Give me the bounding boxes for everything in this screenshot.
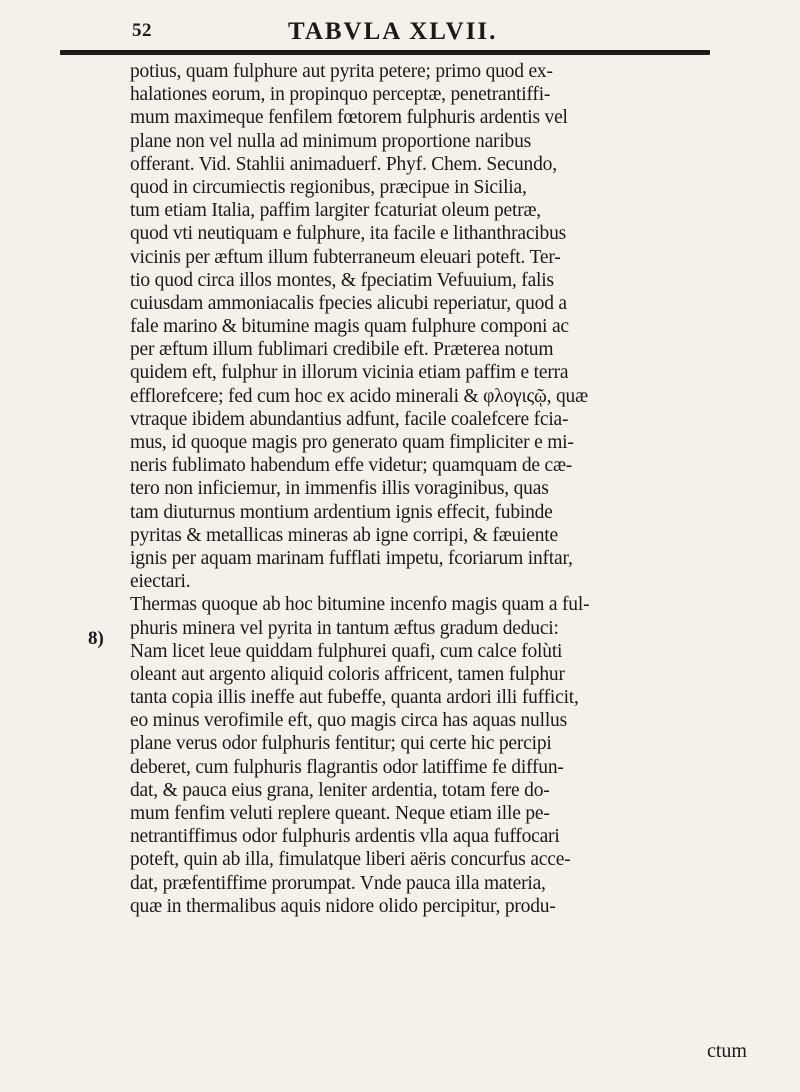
text-line: Thermas quoque ab hoc bitumine incenfo magis quam a ful- — [130, 594, 590, 616]
text-line: mus, id quoque magis pro generato quam fimpliciter e mi- — [130, 432, 574, 453]
paragraph-marker: 8) — [88, 628, 104, 649]
text-line: quod vti neutiquam e fulphure, ita facile e lithanthracibus — [130, 223, 567, 245]
text-line: ignis per aquam marinam fufflati impetu, fcoriarum inftar, — [130, 547, 573, 569]
text-line: oleant aut argento aliquid coloris affricent, tamen fulphur — [130, 663, 565, 685]
text-line: phuris minera vel pyrita in tantum æftus gradum deduci: — [130, 617, 559, 639]
text-line: vicinis per æftum illum fubterraneum eleuari poteft. Ter- — [130, 246, 561, 268]
text-line: halationes eorum, in propinquo perceptæ, penetrantiffi- — [130, 84, 551, 106]
text-line: neris fublimato habendum effe videtur; quamquam de cæ- — [130, 455, 573, 477]
paragraph-second — [130, 593, 750, 918]
text-line: dat, & pauca eius grana, leniter ardentia, totam fere do- — [130, 779, 550, 801]
text-line: pyritas & metallicas mineras ab igne corripi, & fæuiente — [130, 524, 558, 546]
text-line: efflorefcere; fed cum hoc ex acido minerali & φλογιςῷ, quæ — [130, 385, 588, 407]
text-line: per æftum illum fublimari credibile eft. Præterea notum — [130, 339, 554, 361]
text-line: offerant. Vid. Stahlii animaduerf. Phyf. Chem. Secundo, — [130, 153, 557, 175]
text-line: tam diuturnus montium ardentium ignis effecit, fubinde — [130, 501, 553, 523]
header-rule — [60, 50, 710, 55]
text-line: netrantiffimus odor fulphuris ardentis vlla aqua fuffocari — [130, 826, 560, 848]
text-line: potius, quam fulphure aut pyrita petere; primo quod ex- — [130, 61, 553, 82]
text-line: Nam licet leue quiddam fulphurei quafi, cum calce folùti — [130, 640, 563, 662]
text-line: eiectari. — [130, 571, 191, 593]
catchword: ctum — [707, 1040, 747, 1062]
text-line: mum fenfim veluti replere queant. Neque etiam ille pe- — [130, 803, 550, 824]
page-number: 52 — [132, 20, 152, 41]
running-head: TABVLA XLVII. — [288, 18, 498, 45]
text-line: mum maximeque fenfilem fœtorem fulphuris ardentis vel — [130, 107, 568, 129]
paragraph-first — [130, 60, 750, 593]
text-line: tum etiam Italia, paffim largiter fcaturiat oleum petræ, — [130, 200, 541, 222]
text-line: quod in circumiectis regionibus, præcipue in Sicilia, — [130, 176, 527, 198]
body-text — [130, 60, 750, 918]
text-line: plane verus odor fulphuris fentitur; qui certe hic percipi — [130, 733, 552, 755]
page-header — [50, 14, 750, 54]
text-line: vtraque ibidem abundantius adfunt, facile coalefcere fcia- — [130, 408, 569, 430]
text-line: plane non vel nulla ad minimum proportione naribus — [130, 130, 532, 152]
text-line: cuiusdam ammoniacalis fpecies alicubi reperiatur, quod a — [130, 292, 567, 314]
text-line: eo minus verofimile eft, quo magis circa has aquas nullus — [130, 710, 567, 732]
text-line: dat, præfentiffime prorumpat. Vnde pauca illa materia, — [130, 872, 546, 894]
text-line: fale marino & bitumine magis quam fulphure componi ac — [130, 316, 569, 338]
text-line: tanta copia illis ineffe aut fubeffe, quanta ardori illi fufficit, — [130, 687, 579, 709]
text-line: tero non inficiemur, in immenfis illis voraginibus, quas — [130, 478, 549, 500]
text-line: tio quod circa illos montes, & fpeciatim Vefuuium, falis — [130, 269, 554, 291]
text-line: poteft, quin ab illa, fimulatque liberi aëris concurfus acce- — [130, 849, 571, 871]
text-line: deberet, cum fulphuris flagrantis odor latiffime fe diffun- — [130, 756, 564, 778]
text-line: quæ in thermalibus aquis nidore olido percipitur, produ- — [130, 895, 556, 917]
text-line: quidem eft, fulphur in illorum vicinia etiam paffim e terra — [130, 362, 569, 384]
